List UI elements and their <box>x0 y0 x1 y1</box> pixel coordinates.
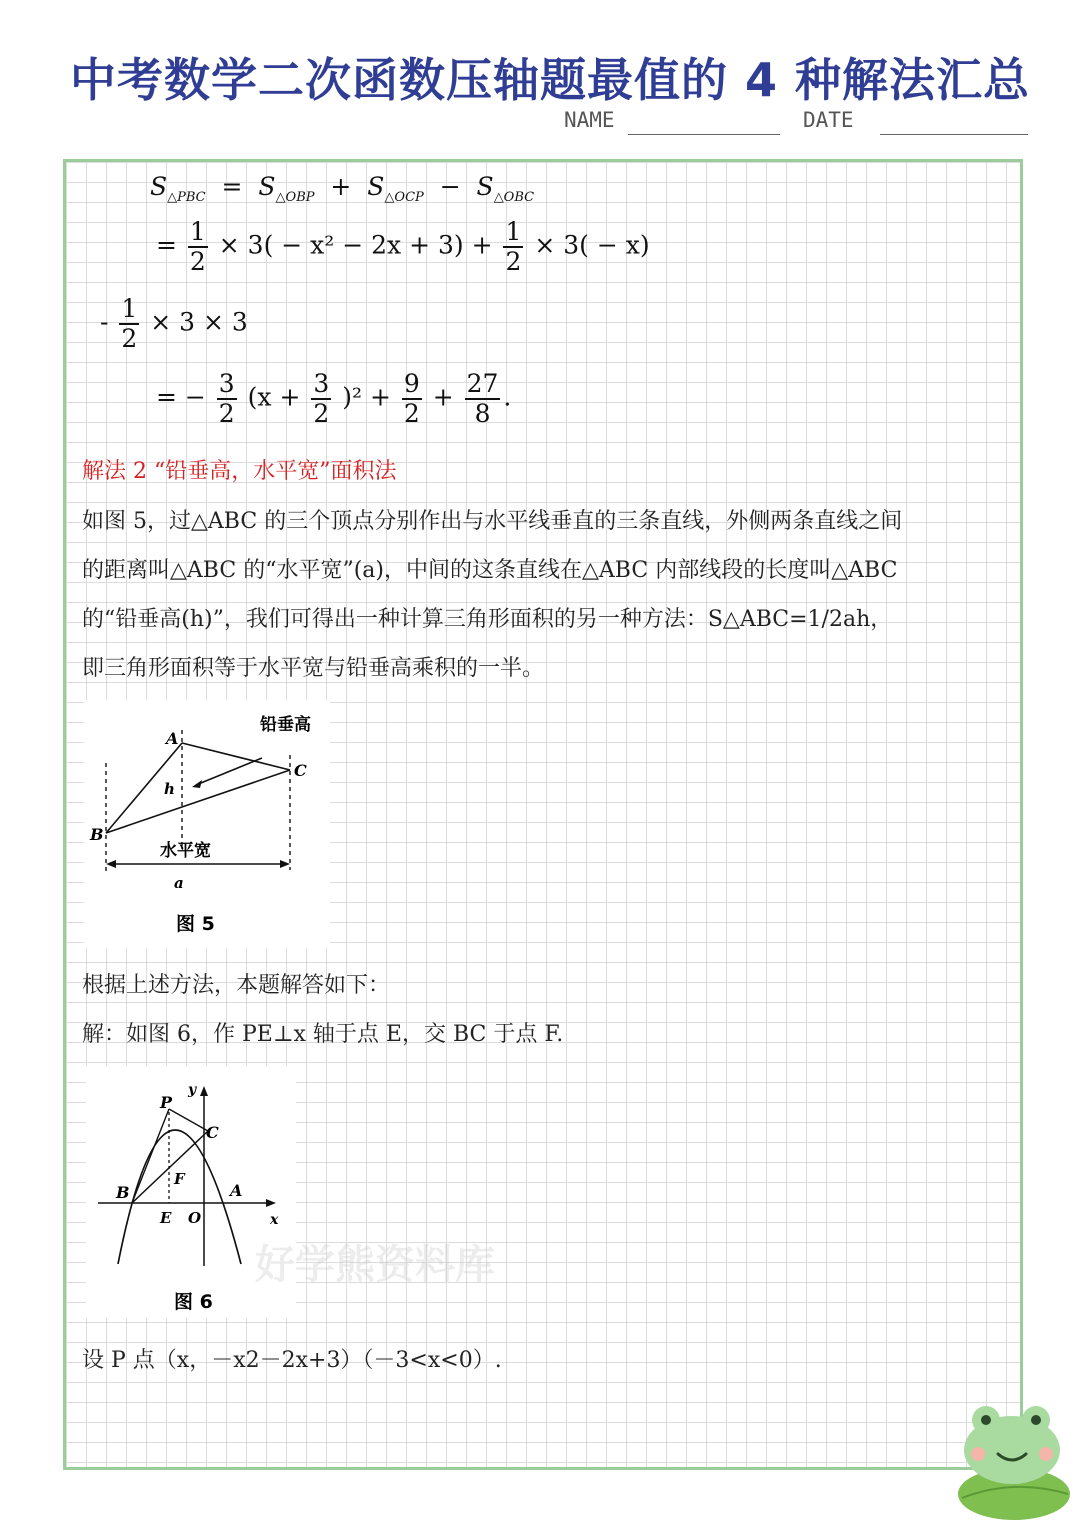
formula-line-3: - $\frac{1}{2}$ × 3 × 3 <box>100 294 248 353</box>
name-label: NAME <box>564 108 615 132</box>
label-O: O <box>188 1209 202 1227</box>
edge-ac <box>182 743 290 770</box>
line-pc <box>169 1109 208 1131</box>
pointer-arrowhead <box>192 780 202 788</box>
label-B: B <box>116 1183 130 1202</box>
label-vertical-height: 铅垂高 <box>260 715 311 735</box>
date-label: DATE <box>803 108 854 132</box>
solution-intro: 根据上述方法，本题解答如下： <box>82 973 391 998</box>
date-blank <box>880 134 1028 135</box>
frog-mascot-icon <box>952 1398 1078 1524</box>
formula-line-1: $S_{\triangle PBC} = S_{\triangle OBP} + S_{\triangle OCP} - S_{\triangle OBC}$ <box>150 172 535 205</box>
label-C: C <box>294 761 307 780</box>
watermark: 好学熊资料库 <box>255 1242 495 1288</box>
label-F: F <box>174 1170 185 1188</box>
figure-6-caption: 图 6 <box>174 1291 213 1313</box>
label-C: C <box>206 1123 219 1142</box>
method2-paragraph-line-4: 即三角形面积等于水平宽与铅垂高乘积的一半。 <box>82 656 545 681</box>
line-bp <box>132 1109 169 1203</box>
label-y: y <box>188 1082 197 1098</box>
figure-5-diagram <box>84 700 330 948</box>
label-E: E <box>160 1209 172 1227</box>
label-B: B <box>90 825 104 844</box>
parabola <box>118 1130 241 1264</box>
formula-line-4: = − $\frac{3}{2}$ (x + $\frac{3}{2}$ )² + $\frac{9}{2}$ + $\frac{27}{8}$ . <box>156 369 512 428</box>
figure-5 <box>84 700 330 948</box>
pointer-arrow-line <box>196 758 262 785</box>
solution-step: 解：如图 6，作 PE⊥x 轴于点 E，交 BC 于点 F. <box>82 1022 564 1047</box>
figure-5-caption: 图 5 <box>176 913 215 935</box>
formula-line-2: = $\frac{1}{2}$ × 3( − x² − 2x + 3) + $\frac{1}{2}$ × 3( − x) <box>156 217 650 276</box>
label-A: A <box>230 1181 243 1200</box>
label-horizontal-width: 水平宽 <box>160 841 211 861</box>
method2-paragraph-line-1: 如图 5，过△ABC 的三个顶点分别作出与水平线垂直的三条直线，外侧两条直线之间 <box>82 509 903 534</box>
page-title: 中考数学二次函数压轴题最值的 4 种解法汇总 <box>69 53 1031 107</box>
label-x: x <box>270 1212 279 1228</box>
label-A: A <box>166 729 179 748</box>
method2-heading: 解法 2 “铅垂高，水平宽”面积法 <box>82 459 397 484</box>
method2-paragraph-line-2: 的距离叫△ABC 的“水平宽”(a)，中间的这条直线在△ABC 内部线段的长度叫△ABC <box>82 558 898 583</box>
label-h: h <box>164 780 175 798</box>
label-P: P <box>160 1093 173 1112</box>
name-blank <box>628 134 780 135</box>
method2-paragraph-line-3: 的“铅垂高(h)”，我们可得出一种计算三角形面积的另一种方法：S△ABC=1/2ah， <box>82 607 893 632</box>
solution-point-p: 设 P 点（x，－x2－2x+3）（－3<x<0）. <box>82 1348 502 1373</box>
label-a: a <box>174 874 184 892</box>
